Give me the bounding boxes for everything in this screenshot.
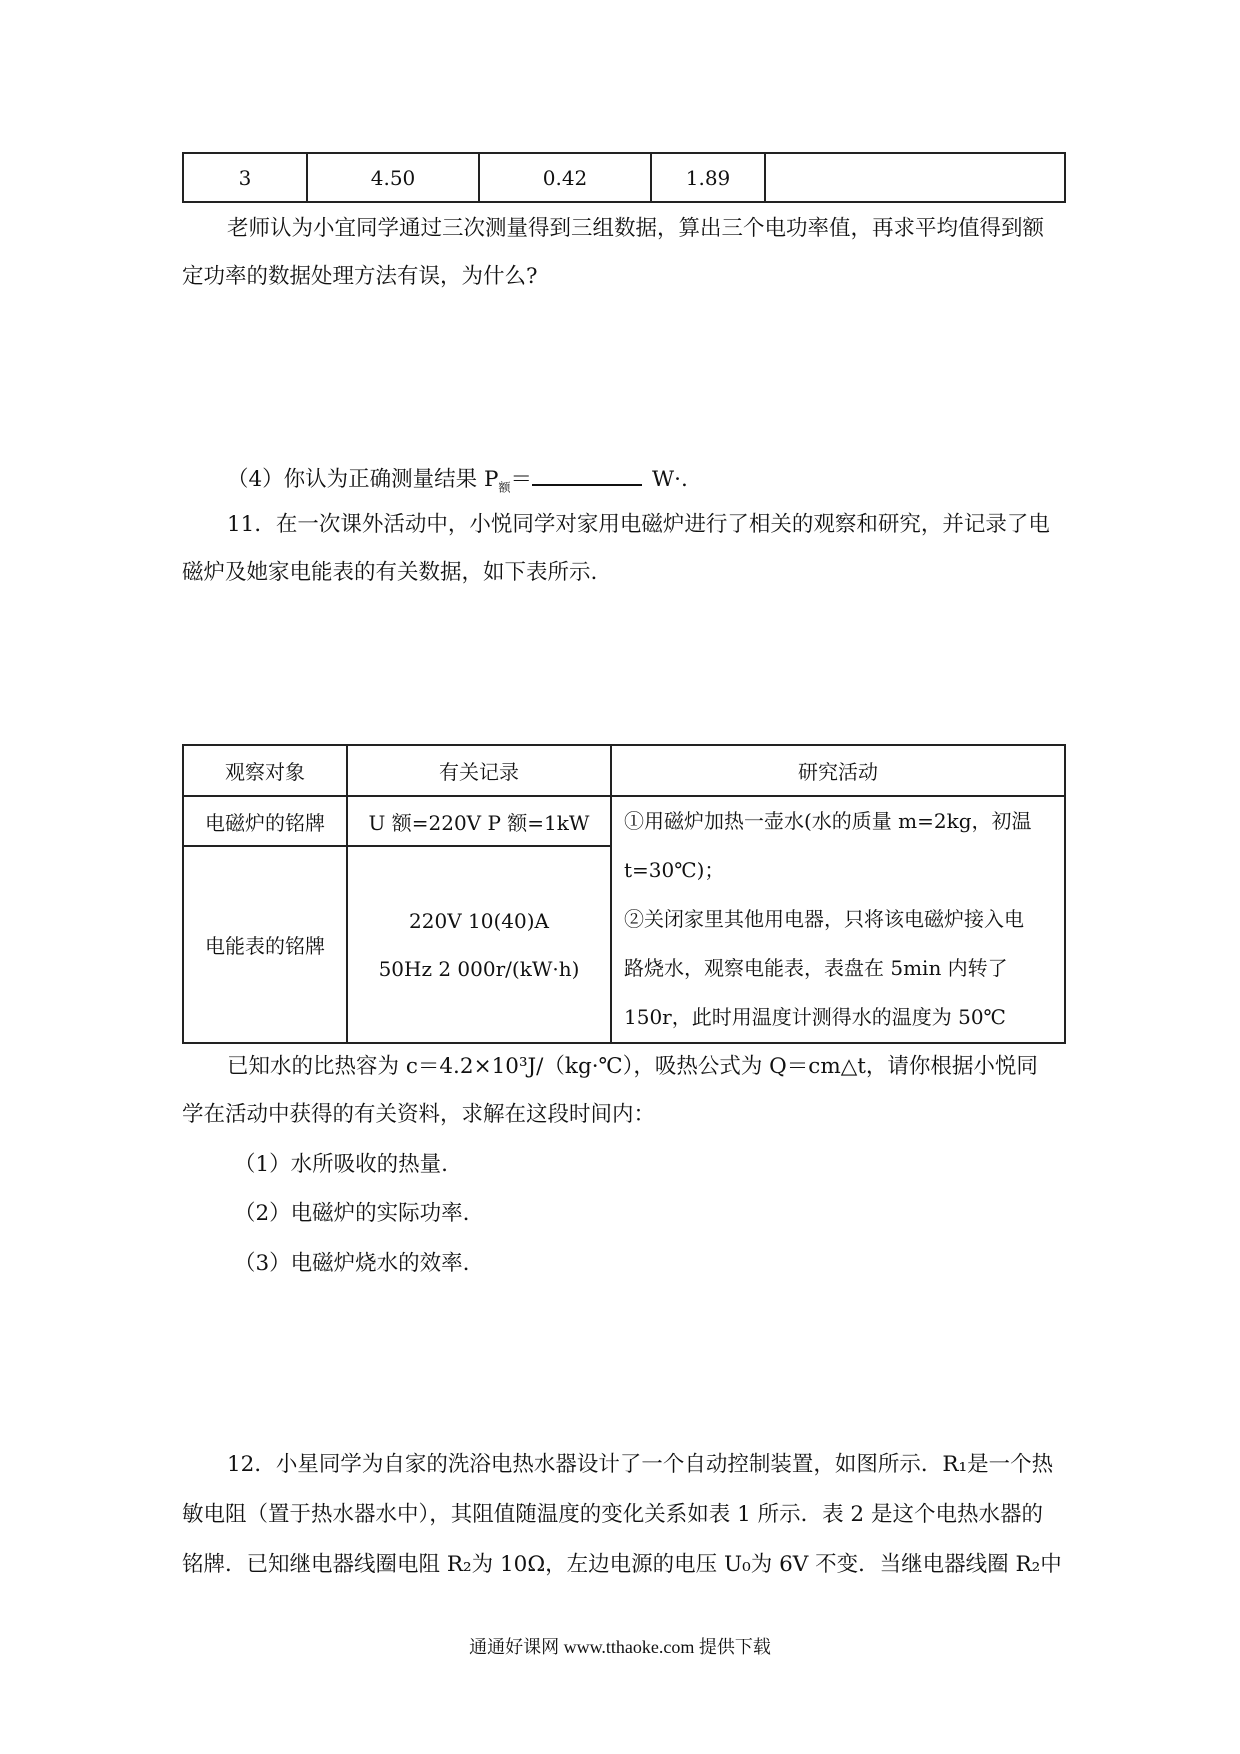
table-row [183,153,1065,202]
table-cell [765,153,1065,202]
measurement-table [182,152,1066,203]
header-cell: 观察对象 [183,745,347,796]
text-line: 定功率的数据处理方法有误，为什么? [182,264,538,289]
question-text: （4）你认为正确测量结果 P [227,467,499,492]
observation-table [182,744,1066,1044]
text-line: 铭牌．已知继电器线圈电阻 R₂为 10Ω，左边电源的电压 U₀为 6V 不变．当继电器线圈 R₂中 [182,1552,1062,1577]
table-cell: 电能表的铭牌 [183,846,347,1043]
activity-line: 路烧水，观察电能表，表盘在 5min 内转了 [624,956,1008,980]
table-cell [347,846,611,1043]
text-line: 磁炉及她家电能表的有关数据，如下表所示. [182,560,598,585]
activity-line: 150r，此时用温度计测得水的温度为 50℃ [624,1005,1006,1029]
page-footer: 通通好课网 www.tthaoke.com 提供下载 [469,1637,771,1657]
unit-text: W·. [652,467,688,492]
text-line: 已知水的比热容为 c＝4.2×10³J/（kg·℃），吸热公式为 Q＝cm△t，请你根据小悦同 [227,1054,1038,1079]
sub-question: （3）电磁炉烧水的效率. [234,1251,470,1276]
table-cell: 3 [183,153,307,202]
activity-lines [624,797,1064,1042]
answer-blank[interactable] [532,464,642,486]
equals-sign: ＝ [510,467,533,492]
activity-line: t=30℃)； [624,858,725,882]
table-cell: 4.50 [307,153,479,202]
activity-line: ②关闭家里其他用电器，只将该电磁炉接入电 [624,907,1024,931]
header-cell: 有关记录 [347,745,611,796]
activity-line: ①用磁炉加热一壶水(水的质量 m=2kg，初温 [624,809,1032,833]
text-line: 11．在一次课外活动中，小悦同学对家用电磁炉进行了相关的观察和研究，并记录了电 [227,512,1050,537]
record-line: 220V 10(40)A [409,908,549,933]
table-row [183,796,1065,846]
subscript: 额 [498,480,511,495]
text-line: 敏电阻（置于热水器水中），其阻值随温度的变化关系如表 1 所示．表 2 是这个电热水器的 [182,1502,1043,1527]
record-line: 50Hz 2 000r/(kW·h) [378,956,580,981]
table-cell: 电磁炉的铭牌 [183,796,347,846]
text-line: 学在活动中获得的有关资料，求解在这段时间内： [182,1102,656,1127]
header-cell: 研究活动 [611,745,1065,796]
table-header-row [183,745,1065,796]
sub-question: （2）电磁炉的实际功率. [234,1201,470,1226]
activity-cell [611,796,1065,1043]
table-cell: 1.89 [651,153,765,202]
table-cell: U 额=220V P 额=1kW [347,796,611,846]
text-line: 12．小星同学为自家的洗浴电热水器设计了一个自动控制装置，如图所示．R₁是一个热 [227,1452,1054,1477]
table-cell: 0.42 [479,153,651,202]
sub-question: （1）水所吸收的热量. [234,1152,449,1177]
text-line: 老师认为小宜同学通过三次测量得到三组数据，算出三个电功率值，再求平均值得到额 [227,216,1045,241]
